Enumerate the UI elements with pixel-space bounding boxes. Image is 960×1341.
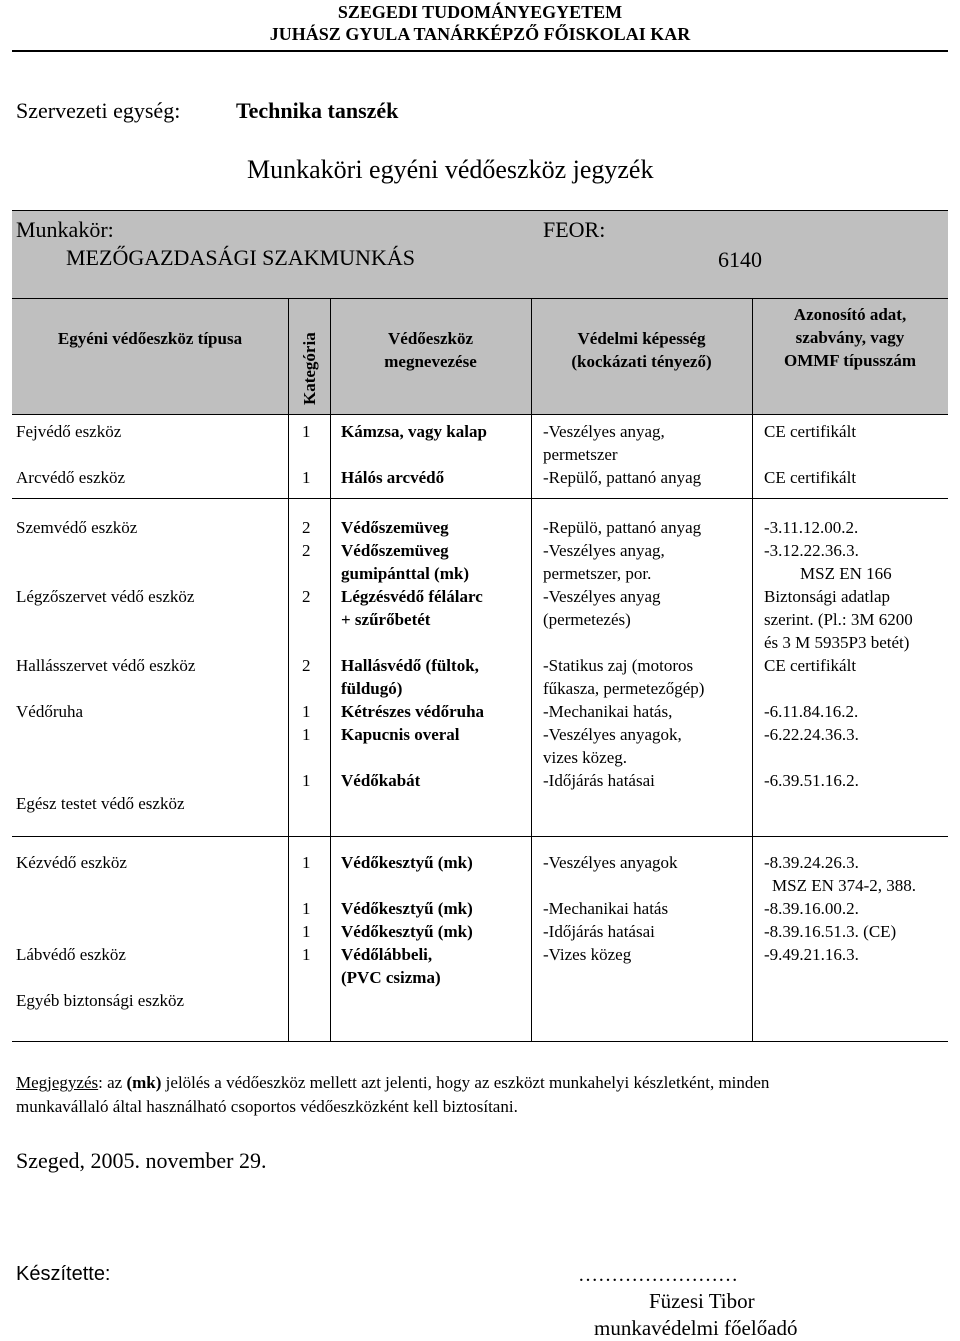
prepared-by-label: Készítette:	[16, 1263, 111, 1285]
table-column-rule	[531, 298, 532, 1041]
table-column-rule	[330, 298, 331, 1041]
table-column-rule	[288, 298, 289, 1041]
name-column: Védőszemüveg Védőszemüveg gumipánttal (mk) Légzésvédő félálarc + szűrőbetét Hallásvédő (fültok, füldugó) Kétrészes védőruha Kapucnis overal Védőkabát	[341, 518, 485, 790]
identifier-column: CE certifikált CE certifikált	[764, 422, 857, 487]
category-column: 2 2 2 2 1 1 1	[302, 518, 311, 790]
header-identifier: Azonosító adat, szabvány, vagy OMMF típusszám	[783, 305, 917, 370]
type-column: Szemvédő eszköz Légzőszervet védő eszköz Hallásszervet védő eszköz Védőruha Egész testet védő eszköz	[16, 518, 196, 813]
college-name: JUHÁSZ GYULA TANÁRKÉPZŐ FŐISKOLAI KAR	[269, 24, 691, 44]
header-capacity: Védelmi képesség (kockázati tényező)	[571, 329, 712, 371]
type-column: Kézvédő eszköz Lábvédő eszköz Egyéb biztonsági eszköz	[16, 853, 185, 1010]
name-column: Védőkesztyű (mk) Védőkesztyű (mk) Védőkesztyű (mk) Védőlábbeli, (PVC csizma)	[341, 853, 473, 987]
signer-role: munkavédelmi főelőadó	[594, 1316, 798, 1340]
header-name: Védőeszköz megnevezése	[384, 329, 477, 371]
feor-label: FEOR:	[543, 217, 606, 242]
header-rule	[12, 50, 948, 52]
table-rule	[12, 414, 948, 415]
capacity-column: -Repülö, pattanó anyag -Veszélyes anyag, permetszer, por. -Veszélyes anyag (permetezés) -Statikus zaj (motoros fűkasza, permetezőgép) -Mechanikai hatás, -Veszélyes anyagok, vizes közeg. -Időjárás hatásai	[543, 518, 705, 790]
university-name: SZEGEDI TUDOMÁNYEGYETEM	[337, 2, 623, 22]
table-rule	[12, 1041, 948, 1042]
job-label: Munkakör:	[16, 217, 114, 242]
category-column: 1 1 1 1	[302, 853, 311, 964]
org-unit-value: Technika tanszék	[236, 98, 399, 123]
feor-value: 6140	[718, 247, 762, 272]
note-line-2: munkavállaló által használható csoportos védőeszközként kell biztosítani.	[16, 1097, 518, 1116]
name-column: Kámzsa, vagy kalap Hálós arcvédő	[341, 422, 487, 487]
category-column: 1 1	[302, 422, 311, 487]
org-unit-label: Szervezeti egység:	[16, 98, 181, 123]
job-block-top-rule	[12, 210, 948, 211]
note-line-1: Megjegyzés: az (mk) jelölés a védőeszköz mellett azt jelenti, hogy az eszközt munkahelyi készletként, minden	[16, 1073, 770, 1092]
job-value: MEZŐGAZDASÁGI SZAKMUNKÁS	[66, 245, 415, 270]
identifier-column: -8.39.24.26.3. MSZ EN 374-2, 388. -8.39.16.00.2. -8.39.16.51.3. (CE) -9.49.21.16.3.	[764, 853, 917, 964]
table-rule	[12, 298, 948, 299]
capacity-column: -Veszélyes anyagok -Mechanikai hatás -Időjárás hatásai -Vizes közeg	[543, 853, 678, 964]
type-column: Fejvédő eszköz Arcvédő eszköz	[16, 422, 126, 487]
header-type: Egyéni védőeszköz típusa	[57, 329, 243, 348]
place-date: Szeged, 2005. november 29.	[16, 1148, 267, 1173]
header-category: Kategória	[300, 332, 319, 405]
signer-name: Füzesi Tibor	[649, 1289, 755, 1313]
capacity-column: -Veszélyes anyag, permetszer -Repülő, pattanó anyag	[543, 422, 702, 487]
signature-line: ……………………	[578, 1264, 738, 1286]
table-rule	[12, 498, 948, 499]
table-column-rule	[752, 298, 753, 1041]
identifier-column: -3.11.12.00.2. -3.12.22.36.3. MSZ EN 166 Biztonsági adatlap szerint. (Pl.: 3M 6200 és 3 M 5935P3 betét) CE certifikált -6.11.84.16.2. -6.22.24.36.3. -6.39.51.16.2.	[764, 518, 913, 790]
note-label: Megjegyzés	[16, 1073, 99, 1092]
document-title: Munkaköri egyéni védőeszköz jegyzék	[247, 155, 654, 184]
table-rule	[12, 836, 948, 837]
